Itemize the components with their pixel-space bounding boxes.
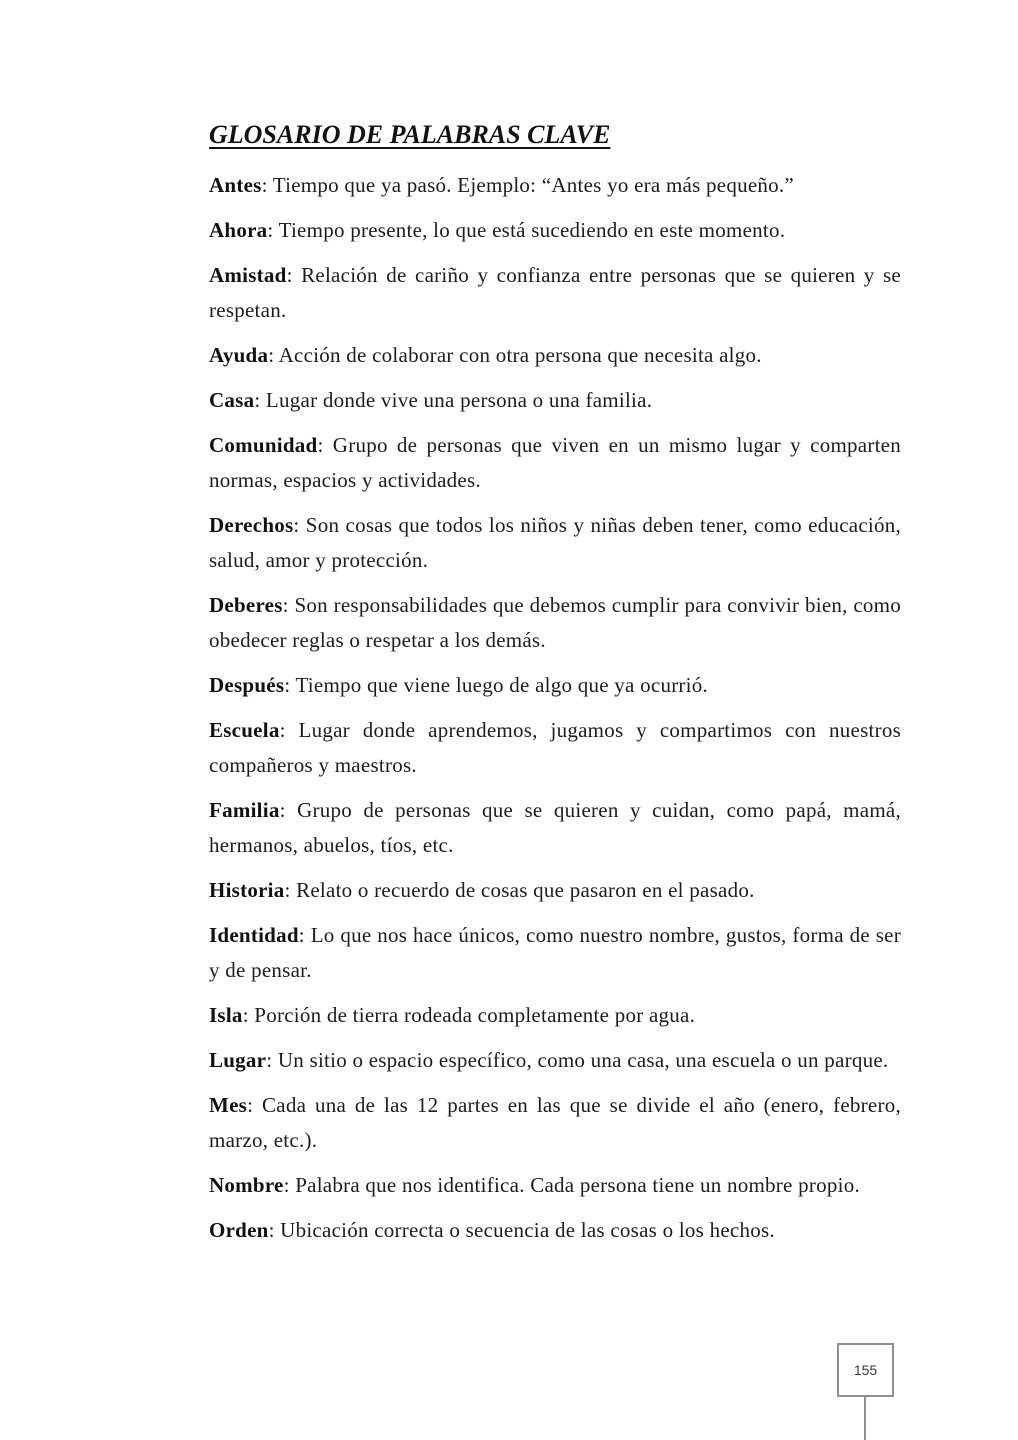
glossary-definition: : Son cosas que todos los niños y niñas deben tener, como educación, salud, amor y protección. bbox=[209, 513, 901, 572]
glossary-definition: : Lugar donde aprendemos, jugamos y compartimos con nuestros compañeros y maestros. bbox=[209, 718, 901, 777]
glossary-term: Escuela bbox=[209, 718, 280, 742]
glossary-entry bbox=[209, 998, 901, 1033]
glossary-term: Amistad bbox=[209, 263, 287, 287]
glossary-definition: : Tiempo que viene luego de algo que ya ocurrió. bbox=[284, 673, 709, 697]
glossary-term: Nombre bbox=[209, 1173, 284, 1197]
glossary-term: Ahora bbox=[209, 218, 268, 242]
glossary-term: Derechos bbox=[209, 513, 294, 537]
glossary-entry bbox=[209, 793, 901, 863]
glossary-term: Isla bbox=[209, 1003, 243, 1027]
glossary-term: Deberes bbox=[209, 593, 283, 617]
glossary-definition: : Un sitio o espacio específico, como una casa, una escuela o un parque. bbox=[266, 1048, 889, 1072]
glossary-entry bbox=[209, 713, 901, 783]
glossary-term: Comunidad bbox=[209, 433, 318, 457]
glossary-term: Mes bbox=[209, 1093, 248, 1117]
glossary-definition: : Lugar donde vive una persona o una familia. bbox=[254, 388, 653, 412]
glossary-definition: : Tiempo que ya pasó. Ejemplo: “Antes yo era más pequeño.” bbox=[261, 173, 794, 197]
glossary-definition: : Lo que nos hace únicos, como nuestro nombre, gustos, forma de ser y de pensar. bbox=[209, 923, 901, 982]
glossary-entry bbox=[209, 383, 901, 418]
glossary-entry bbox=[209, 428, 901, 498]
page-number: 155 bbox=[853, 1362, 878, 1378]
glossary-term: Después bbox=[209, 673, 285, 697]
glossary-entry bbox=[209, 588, 901, 658]
glossary-entry bbox=[209, 168, 901, 203]
glossary-entry bbox=[209, 873, 901, 908]
glossary-entry bbox=[209, 1088, 901, 1158]
glossary-definition: : Son responsabilidades que debemos cumplir para convivir bien, como obedecer reglas o respetar a los demás. bbox=[209, 593, 901, 652]
glossary-entry bbox=[209, 338, 901, 373]
glossary-definition: : Relato o recuerdo de cosas que pasaron en el pasado. bbox=[284, 878, 755, 902]
glossary-term: Identidad bbox=[209, 923, 299, 947]
glossary-term: Casa bbox=[209, 388, 255, 412]
glossary-term: Ayuda bbox=[209, 343, 269, 367]
glossary-definition: : Tiempo presente, lo que está sucediendo en este momento. bbox=[267, 218, 786, 242]
glossary-term: Lugar bbox=[209, 1048, 267, 1072]
page-title: GLOSARIO DE PALABRAS CLAVE bbox=[209, 120, 611, 149]
glossary-entry bbox=[209, 258, 901, 328]
glossary-definition: : Grupo de personas que se quieren y cuidan, como papá, mamá, hermanos, abuelos, tíos, etc. bbox=[209, 798, 901, 857]
glossary-entry bbox=[209, 213, 901, 248]
glossary-entry bbox=[209, 668, 901, 703]
glossary-definition: : Palabra que nos identifica. Cada persona tiene un nombre propio. bbox=[283, 1173, 860, 1197]
glossary-definition: : Ubicación correcta o secuencia de las cosas o los hechos. bbox=[268, 1218, 775, 1242]
glossary-entry bbox=[209, 1168, 901, 1203]
page-number-stem-line bbox=[864, 1397, 866, 1440]
glossary-content bbox=[209, 118, 901, 1258]
glossary-definition: : Relación de cariño y confianza entre personas que se quieren y se respetan. bbox=[209, 263, 901, 322]
page-number-box bbox=[837, 1343, 894, 1397]
glossary-entry bbox=[209, 508, 901, 578]
glossary-definition: : Grupo de personas que viven en un mismo lugar y comparten normas, espacios y actividades. bbox=[209, 433, 901, 492]
glossary-term: Historia bbox=[209, 878, 285, 902]
glossary-definition: : Porción de tierra rodeada completamente por agua. bbox=[242, 1003, 696, 1027]
glossary-term: Orden bbox=[209, 1218, 269, 1242]
glossary-entry bbox=[209, 918, 901, 988]
glossary-definition: : Cada una de las 12 partes en las que se divide el año (enero, febrero, marzo, etc.). bbox=[209, 1093, 901, 1152]
glossary-term: Familia bbox=[209, 798, 280, 822]
glossary-entry bbox=[209, 1213, 901, 1248]
glossary-entry bbox=[209, 1043, 901, 1078]
glossary-term: Antes bbox=[209, 173, 262, 197]
glossary-definition: : Acción de colaborar con otra persona que necesita algo. bbox=[268, 343, 762, 367]
